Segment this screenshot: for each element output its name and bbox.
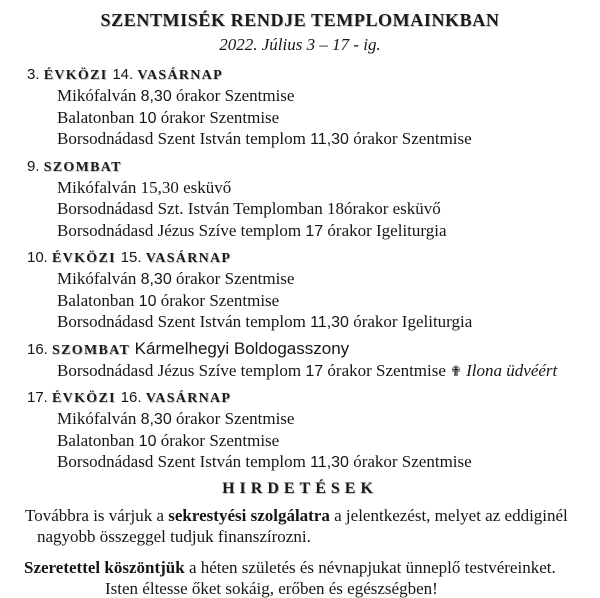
text-segment: órakor Igeliturgia — [348, 312, 473, 331]
schedule-line — [57, 409, 600, 431]
schedule-line — [57, 86, 600, 108]
text-segment: VASÁRNAP — [137, 68, 223, 83]
text-segment: 10 — [138, 292, 157, 310]
text-segment: 8,30 — [140, 411, 172, 428]
text-segment: 10. — [27, 249, 53, 266]
text-segment: 11,30 — [310, 454, 349, 471]
schedule-line — [57, 269, 600, 291]
text-segment: órakor Szentmise — [156, 290, 280, 310]
section-heading — [27, 387, 600, 409]
text-segment: ÉVKÖZI — [52, 391, 121, 406]
text-segment: 16. — [120, 389, 146, 406]
text-segment: 17. — [27, 389, 53, 406]
text-segment: ÉVKÖZI — [43, 68, 113, 83]
text-segment: órakor Igeliturgia — [323, 220, 447, 240]
section-heading — [27, 339, 600, 361]
text-segment: Isten éltesse őket sokáig, erőben és egészségben! — [105, 578, 438, 598]
text-segment: órakor Szentmise — [323, 360, 451, 380]
schedule-section — [0, 387, 600, 474]
text-segment: Szeretettel köszöntjük — [24, 557, 185, 577]
schedule-line — [57, 431, 600, 453]
text-segment: nagyobb összeggel tudjuk finanszírozni. — [37, 526, 311, 546]
schedule-line — [57, 178, 600, 200]
text-segment: 8,30 — [140, 88, 172, 105]
schedule-line — [57, 452, 600, 474]
text-segment: Borsodnádasd Szent István templom — [57, 452, 311, 471]
text-segment: 11,30 — [310, 131, 349, 148]
text-segment: 17 — [305, 222, 324, 240]
text-segment: órakor Szentmise — [171, 86, 295, 105]
text-segment: Mikófalván — [57, 409, 141, 428]
page-title: SZENTMISÉK RENDJE TEMPLOMAINKBAN — [100, 10, 500, 30]
text-segment: Borsodnádasd Szt. István Templomban 18órakor esküvő — [57, 199, 441, 218]
announcement-line — [37, 527, 600, 548]
text-segment: 17 — [305, 362, 324, 380]
schedule-line — [57, 312, 600, 334]
text-segment: órakor Szentmise — [348, 129, 472, 148]
text-segment: 14. — [112, 66, 138, 83]
text-segment: Mikófalván — [57, 269, 141, 288]
text-segment: Borsodnádasd Jézus Szíve templom — [57, 220, 306, 240]
mass-schedule-list — [0, 64, 600, 474]
schedule-section — [0, 156, 600, 243]
text-segment: VASÁRNAP — [145, 251, 232, 266]
text-segment: Mikófalván — [57, 86, 141, 105]
text-segment: a héten születés és névnapjukat ünneplő testvéreinket. — [184, 557, 556, 577]
text-segment: Kármelhegyi Boldogasszony — [134, 338, 350, 358]
text-segment: 8,30 — [140, 271, 172, 288]
text-segment: Mikófalván 15,30 esküvő — [57, 177, 232, 197]
announcements-heading: HIRDETÉSEK — [222, 479, 378, 497]
text-segment: Borsodnádasd Jézus Szíve templom — [57, 360, 306, 380]
text-segment: 9. — [27, 157, 44, 175]
text-segment: Borsodnádasd Szent István templom — [57, 129, 311, 148]
schedule-line — [57, 361, 600, 383]
cross-icon: ✟ — [450, 363, 462, 380]
text-segment: 10 — [138, 432, 157, 450]
text-segment: 15. — [120, 249, 146, 266]
schedule-section — [0, 64, 600, 151]
text-segment: Balatonban — [57, 107, 139, 127]
schedule-line — [57, 291, 600, 313]
schedule-section — [0, 339, 600, 383]
section-heading — [27, 64, 600, 86]
text-segment: VASÁRNAP — [145, 391, 232, 406]
text-segment: Balatonban — [57, 430, 139, 450]
text-segment: órakor Szentmise — [156, 107, 280, 127]
announcement-line — [105, 579, 600, 598]
announcement-line — [25, 506, 600, 527]
text-segment: 16. — [27, 340, 53, 358]
schedule-line — [57, 199, 600, 221]
schedule-section — [0, 247, 600, 334]
section-heading — [27, 247, 600, 269]
text-segment: 10 — [138, 109, 157, 127]
section-heading — [27, 156, 600, 178]
text-segment: 3. — [27, 66, 44, 83]
text-segment: Ilona üdvéért — [461, 360, 558, 380]
announcements-section — [0, 506, 600, 598]
text-segment: Továbbra is várjuk a — [25, 505, 169, 525]
text-segment: órakor Szentmise — [156, 430, 280, 450]
text-segment: órakor Szentmise — [171, 269, 295, 288]
date-range: 2022. Július 3 – 17 - ig. — [219, 35, 381, 54]
text-segment: Borsodnádasd Szent István templom — [57, 312, 311, 331]
text-segment: sekrestyési szolgálatra — [168, 505, 330, 525]
text-segment: órakor Szentmise — [348, 452, 472, 471]
text-segment: órakor Szentmise — [171, 409, 295, 428]
text-segment: a jelentkezést, melyet az eddiginél — [329, 505, 568, 525]
schedule-line — [57, 129, 600, 151]
text-segment: SZOMBAT — [52, 342, 135, 358]
text-segment: SZOMBAT — [43, 159, 122, 175]
schedule-line — [57, 108, 600, 130]
announcement-line — [24, 558, 600, 579]
text-segment: 11,30 — [310, 314, 349, 331]
schedule-line — [57, 221, 600, 243]
text-segment: ÉVKÖZI — [52, 251, 121, 266]
text-segment: Balatonban — [57, 290, 139, 310]
